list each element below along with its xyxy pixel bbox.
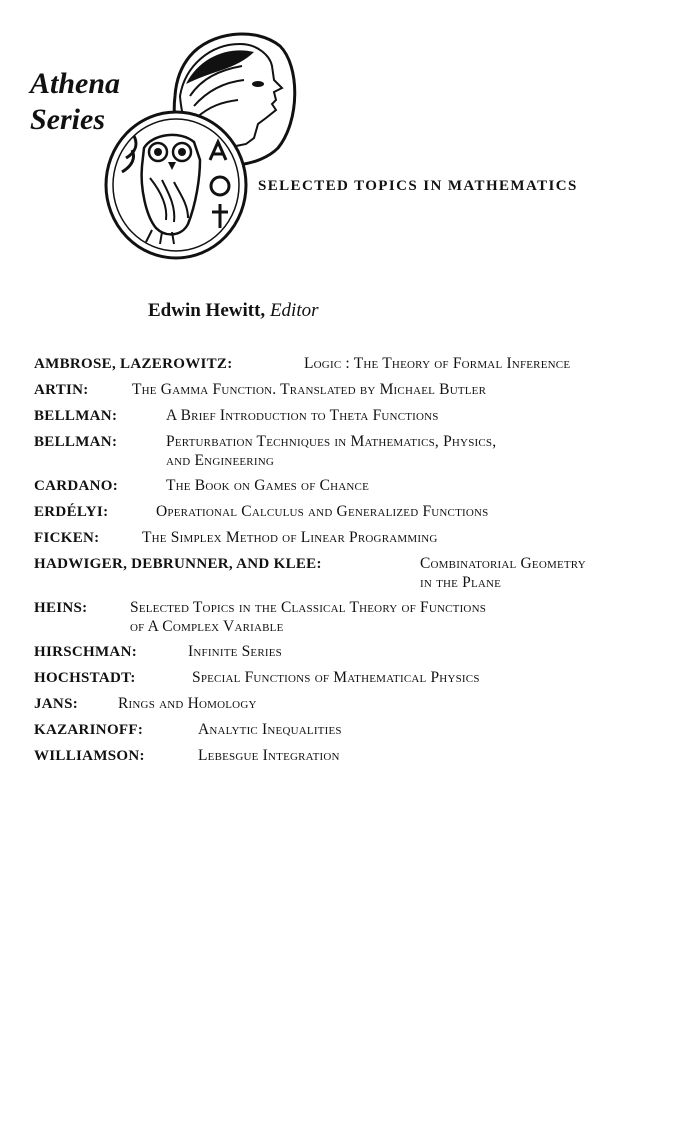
book-author: HEINS:: [34, 600, 88, 616]
book-title: Selected Topics in the Classical Theory of Functions: [130, 599, 487, 616]
editor-role: Editor: [269, 300, 319, 321]
book-author: FICKEN:: [34, 530, 100, 546]
book-author: CARDANO:: [34, 478, 119, 494]
series-line-2: Series: [30, 103, 105, 136]
book-title: Operational Calculus and Generalized Functions: [156, 503, 489, 520]
book-title: The Gamma Function. Translated by Michael Butler: [132, 381, 487, 398]
book-author: HOCHSTADT:: [34, 670, 136, 686]
book-author: KAZARINOFF:: [34, 722, 144, 738]
series-subtitle: SELECTED TOPICS IN MATHEMATICS: [258, 178, 578, 194]
book-title: Rings and Homology: [118, 695, 257, 712]
book-title: The Book on Games of Chance: [166, 477, 370, 494]
book-author: BELLMAN:: [34, 408, 118, 424]
book-entry: [34, 380, 487, 400]
book-title: Infinite Series: [188, 643, 282, 660]
book-author: WILLIAMSON:: [34, 748, 145, 764]
book-author: HIRSCHMAN:: [34, 644, 137, 660]
book-entry: [34, 354, 571, 374]
book-author: BELLMAN:: [34, 434, 118, 450]
book-title: Analytic Inequalities: [198, 721, 342, 738]
book-author: ERDÉLYI:: [34, 504, 109, 520]
book-entry: [34, 528, 438, 548]
book-entry: [34, 406, 439, 426]
book-entry: [34, 694, 257, 714]
book-author: ARTIN:: [34, 382, 89, 398]
series-line-1: Athena: [30, 67, 121, 100]
book-entry: [34, 502, 489, 522]
book-author: JANS:: [34, 696, 79, 712]
editor-name: Edwin Hewitt,: [148, 300, 266, 321]
book-entry: [34, 720, 342, 740]
book-author: HADWIGER, DEBRUNNER, AND KLEE:: [34, 556, 322, 572]
book-entry: [34, 432, 497, 469]
book-entry: [34, 554, 586, 591]
book-title: Special Functions of Mathematical Physics: [192, 669, 480, 686]
book-title: The Simplex Method of Linear Programming: [142, 529, 438, 546]
book-title: Logic : The Theory of Formal Inference: [304, 355, 571, 372]
book-entry: [34, 642, 282, 662]
book-title: Perturbation Techniques in Mathematics, Physics,: [166, 433, 497, 450]
book-title-continued: in the Plane: [420, 574, 502, 591]
book-title: A Brief Introduction to Theta Functions: [166, 407, 439, 424]
book-title: Combinatorial Geometry: [420, 555, 586, 572]
book-author: AMBROSE, LAZEROWITZ:: [34, 356, 233, 372]
book-entry: [34, 598, 487, 635]
book-entry: [34, 746, 340, 766]
book-entry: [34, 476, 370, 496]
book-title-continued: and Engineering: [166, 452, 274, 469]
book-title-continued: of A Complex Variable: [130, 618, 284, 635]
book-title: Lebesgue Integration: [198, 747, 340, 764]
book-entry: [34, 668, 480, 688]
